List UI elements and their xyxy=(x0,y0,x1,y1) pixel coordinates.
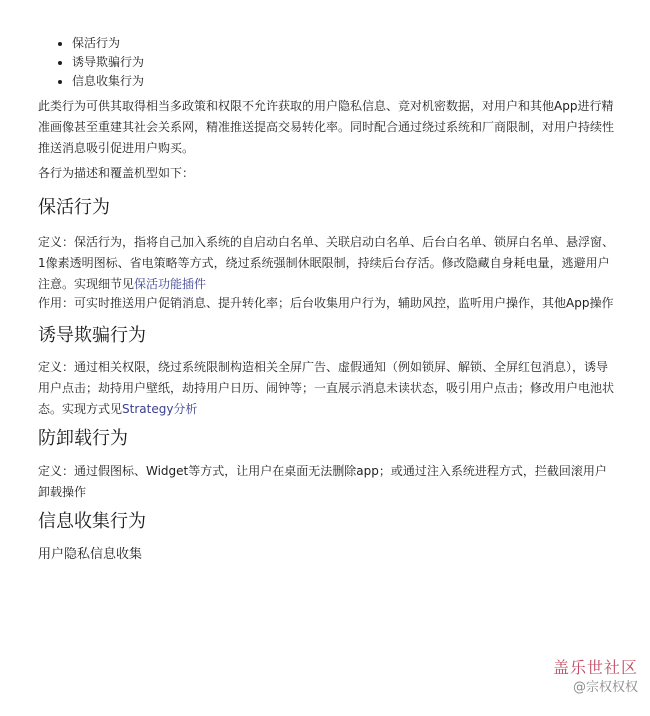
deception-definition-text: 定义：通过相关权限，绕过系统限制构造相关全屏广告、虚假通知（例如锁屏、解锁、全屏红包消息），诱导用户点击；劫持用户壁纸，劫持用户日历、闹钟等；一直展示消息未读状态，吸引用户点击；修改用户电池状态。实现方式见 xyxy=(38,360,615,416)
intro-paragraph: 此类行为可供其取得相当多政策和权限不允许获取的用户隐私信息、竞对机密数据，对用户和其他App进行精准画像甚至重建其社会关系网，精准推送提高交易转化率。同时配合通过绕过系统和厂商限制，对用户持续性推送消息吸引促进用户购买。 xyxy=(38,99,615,155)
keepalive-definition xyxy=(38,232,618,295)
bullet-item-info-collect: • 信息收集行为 xyxy=(72,72,144,91)
watermark-handle: @宗权权权 xyxy=(572,680,638,695)
keepalive-effect: 作用：可实时推送用户促销消息、提升转化率；后台收集用户行为，辅助风控，监听用户操作，其他App操作 xyxy=(38,296,614,310)
anti-uninstall-definition: 定义：通过假图标、Widget等方式，让用户在桌面无法删除app；或通过注入系统进程方式，拦截回滚用户卸载操作 xyxy=(38,464,607,499)
behavior-bullet-list xyxy=(38,34,144,91)
deception-definition xyxy=(38,357,618,420)
community-watermark xyxy=(553,658,638,698)
coverage-intro-line: 各行为描述和覆盖机型如下： xyxy=(38,166,195,180)
heading-info-collect: 信息收集行为 xyxy=(38,511,146,532)
strategy-analysis-link[interactable]: Strategy分析 xyxy=(122,402,198,416)
heading-deception: 诱导欺骗行为 xyxy=(38,325,146,346)
heading-keepalive: 保活行为 xyxy=(38,197,110,218)
keepalive-plugin-link[interactable]: 保活功能插件 xyxy=(134,277,207,291)
heading-anti-uninstall: 防卸载行为 xyxy=(38,428,128,449)
watermark-title: 盖乐世社区 xyxy=(552,658,638,677)
keepalive-definition-text: 定义：保活行为，指将自己加入系统的自启动白名单、关联启动白名单、后台白名单、锁屏白名单、悬浮窗、1像素透明图标、省电策略等方式，绕过系统强制休眠限制，持续后台存活。修改隐藏自身耗电量，逃避用户注意。实现细节见 xyxy=(38,235,615,291)
bullet-item-keepalive: • 保活行为 xyxy=(72,34,144,53)
bullet-item-deception: • 诱导欺骗行为 xyxy=(72,53,144,72)
info-collect-definition: 用户隐私信息收集 xyxy=(38,547,143,562)
